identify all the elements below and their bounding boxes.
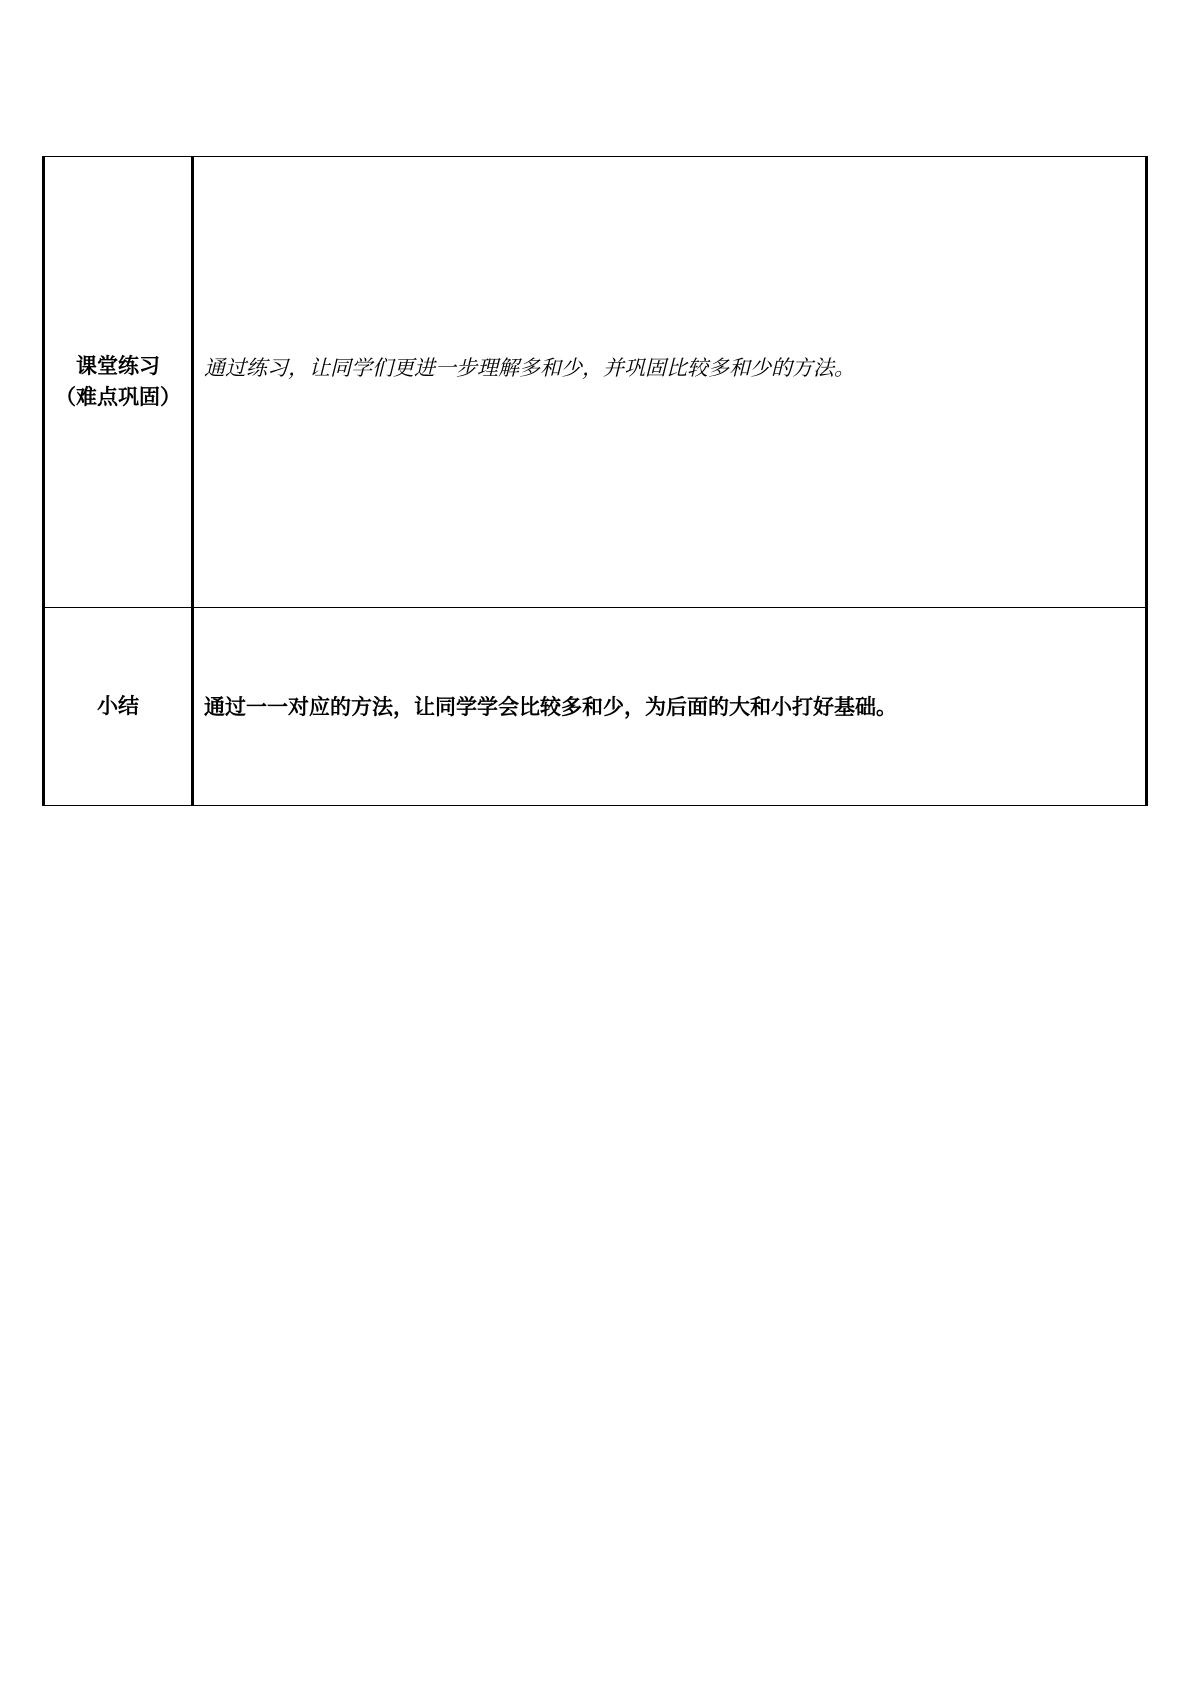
table-row-content-classroom-practice [194, 157, 1145, 607]
row-label-title: 课堂练习 [76, 354, 160, 378]
row-content-text: 通过练习，让同学们更进一步理解多和少，并巩固比较多和少的方法。 [204, 356, 855, 380]
row-label-title: 小结 [97, 694, 139, 718]
table-bottom-border [42, 805, 1148, 806]
row-label-subtitle: （难点巩固） [55, 385, 181, 409]
table-row-label-summary [45, 608, 191, 805]
row-content-text: 通过一一对应的方法，让同学学会比较多和少，为后面的大和小打好基础。 [204, 694, 897, 719]
table-right-border [1145, 156, 1148, 806]
lesson-plan-table [42, 156, 1148, 806]
table-row-content-summary [194, 608, 1145, 805]
table-row-label-classroom-practice [45, 157, 191, 607]
